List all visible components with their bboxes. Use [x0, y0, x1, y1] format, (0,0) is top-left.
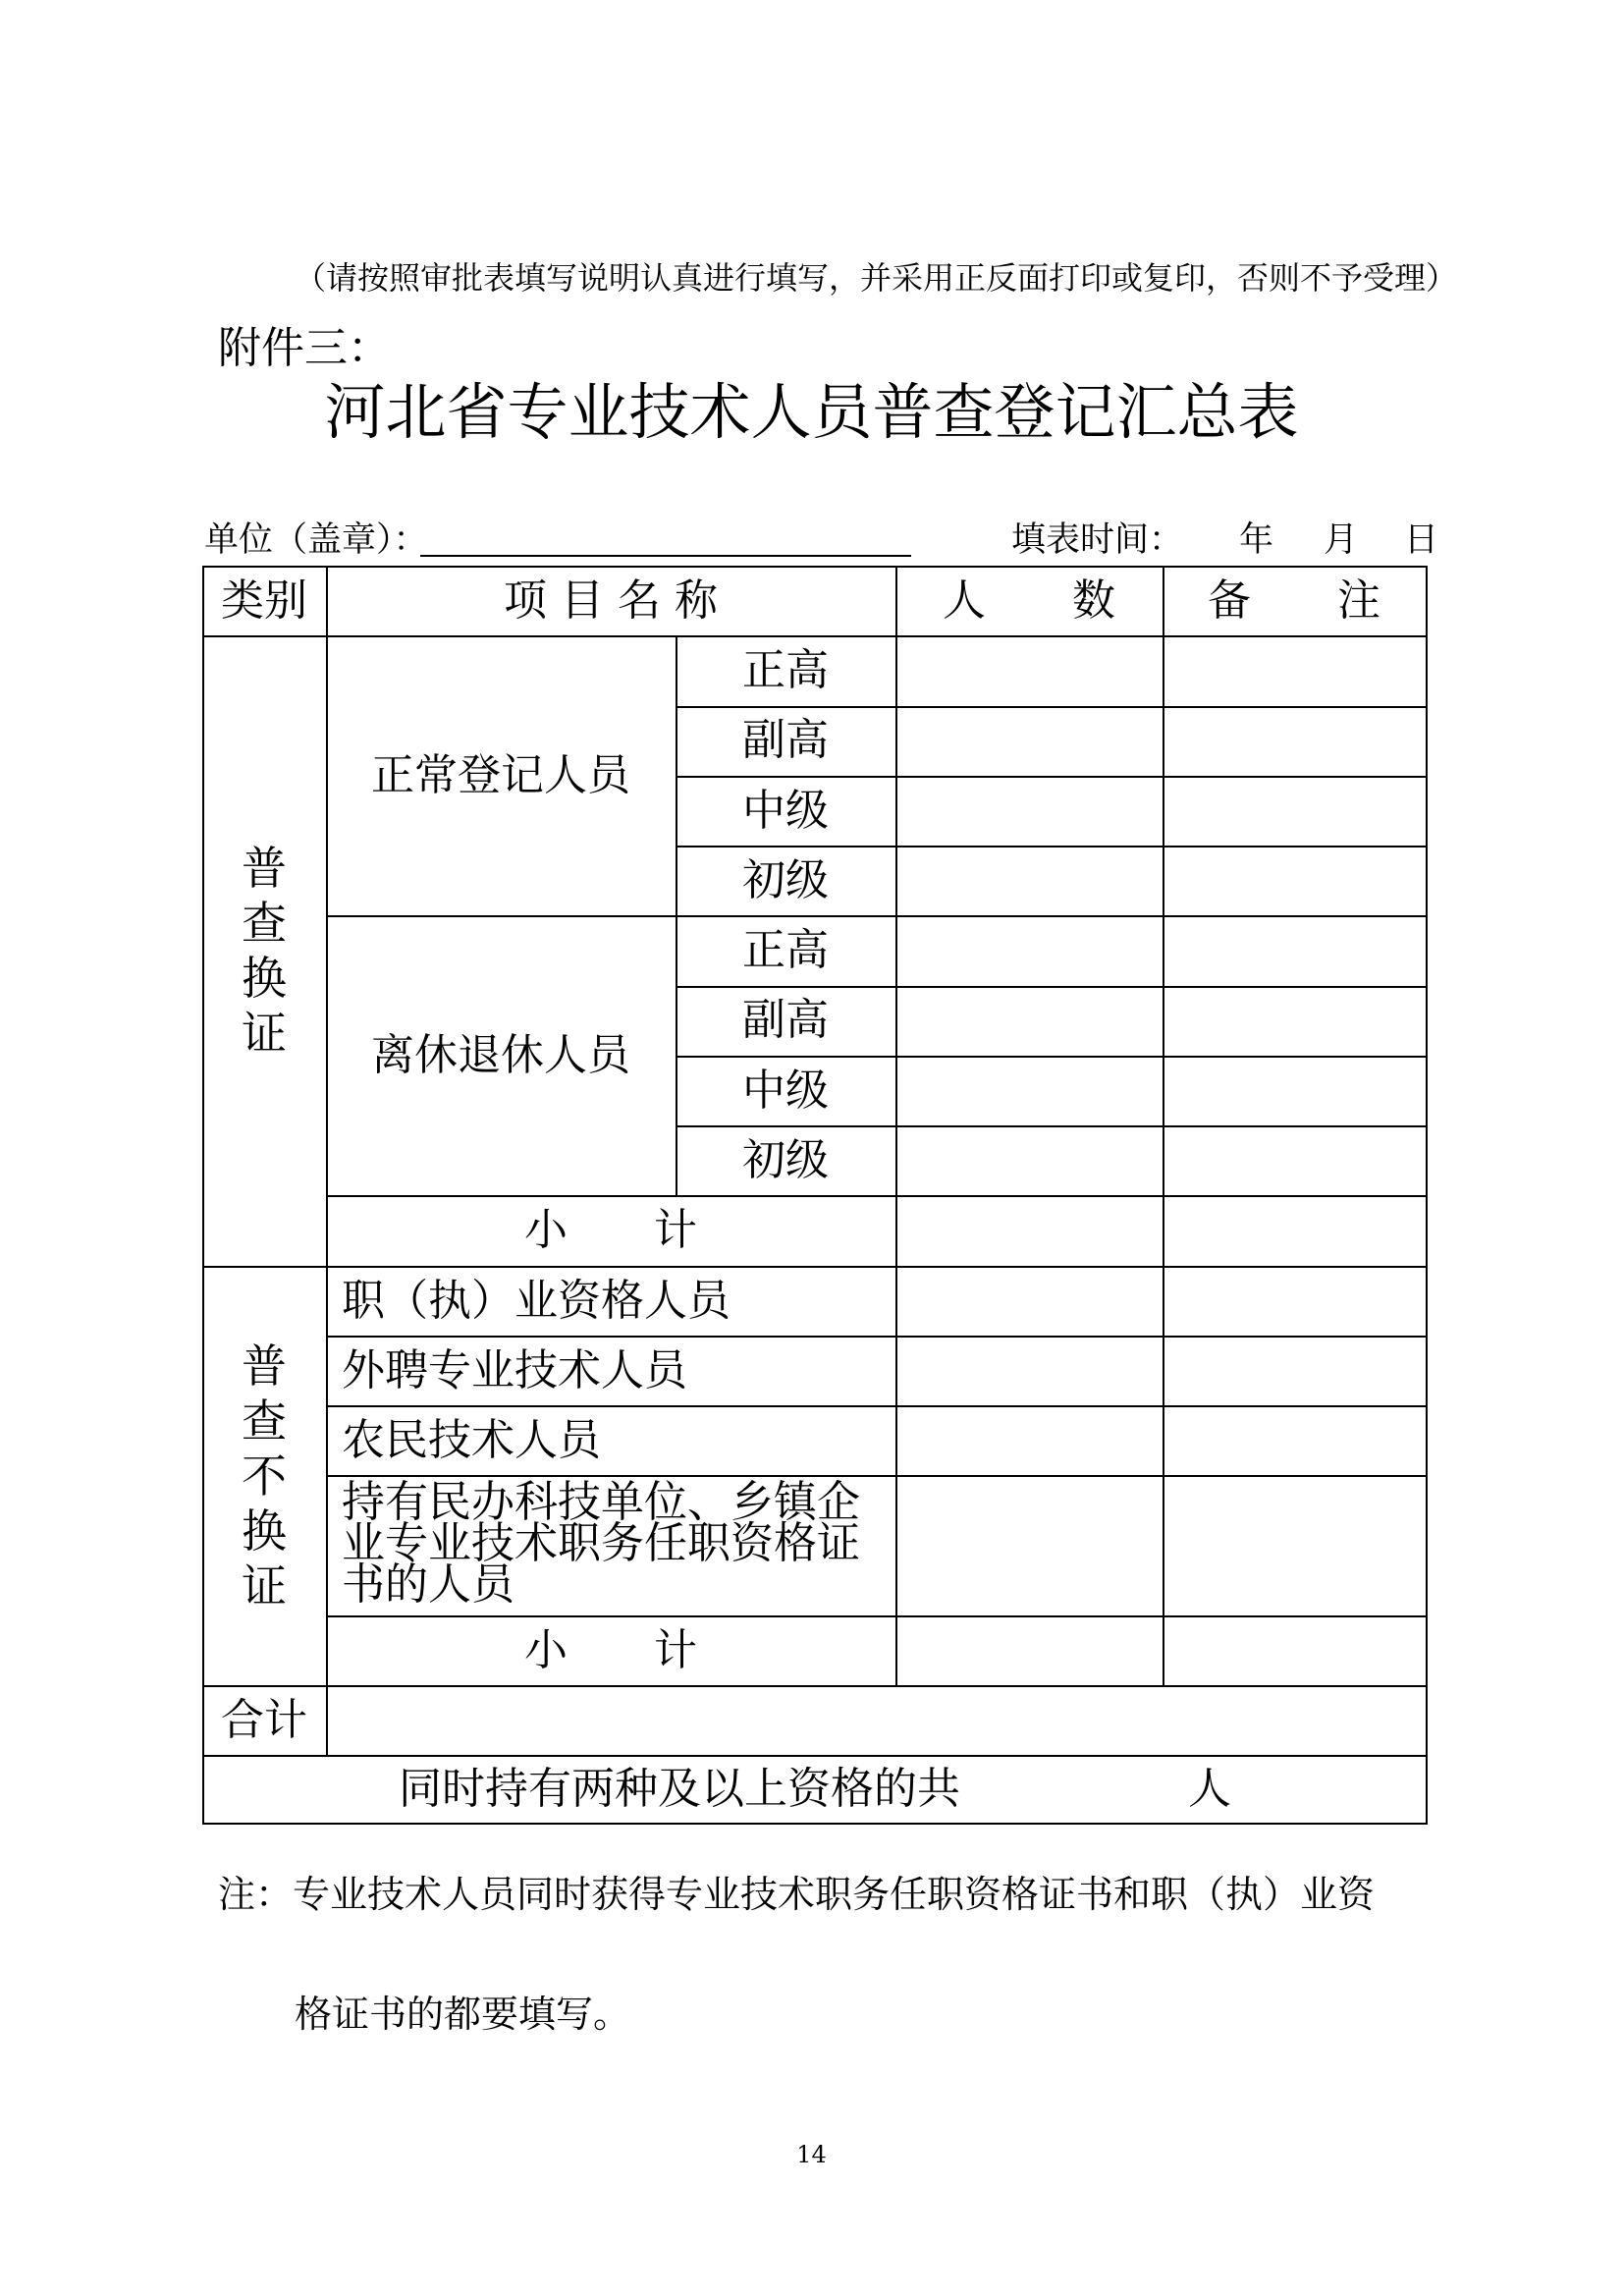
table-border [202, 566, 204, 1825]
subtotal-label: 小 计 [524, 1205, 697, 1255]
total-label: 合计 [221, 1695, 307, 1745]
level-label: 正高 [742, 925, 829, 975]
header-remark: 备 注 [1208, 575, 1380, 626]
fill-time-label: 填表时间： [1011, 520, 1184, 560]
table-rule [326, 1336, 1428, 1338]
header-item-name: 项 目 名 称 [504, 575, 718, 626]
section-label-no-renewal: 普查不换证 [242, 1339, 287, 1613]
date-day-label: 日 [1404, 520, 1439, 560]
date-year-label: 年 [1239, 520, 1274, 560]
summary-table [202, 566, 1428, 1825]
table-rule [202, 1755, 1428, 1757]
unit-input-line[interactable] [420, 555, 911, 557]
table-rule [895, 566, 897, 1685]
table-rule [677, 846, 1428, 847]
section-label-renewal: 普查换证 [242, 842, 287, 1060]
table-rule [1163, 566, 1164, 1685]
item-label: 持有民办科技单位、乡镇企业专业技术职务任职资格证书的人员 [342, 1477, 860, 1610]
level-label: 中级 [742, 1066, 829, 1116]
level-label: 副高 [742, 715, 829, 765]
table-rule [677, 776, 1428, 778]
page-title: 河北省专业技术人员普查登记汇总表 [324, 376, 1299, 448]
table-rule [202, 1685, 1428, 1687]
table-border [202, 566, 1428, 568]
attachment-label: 附件三： [218, 323, 391, 373]
level-label: 初级 [742, 1135, 829, 1185]
level-label: 正高 [742, 645, 829, 695]
group-name-retired: 离休退休人员 [371, 1030, 630, 1080]
table-rule [326, 915, 1428, 917]
table-rule [677, 706, 1428, 708]
dual-qualification-unit: 人 [1188, 1764, 1231, 1814]
header-count: 人 数 [943, 575, 1115, 626]
table-rule [202, 635, 1428, 637]
table-rule [326, 1405, 1428, 1407]
table-rule [677, 986, 1428, 988]
item-label: 职（执）业资格人员 [342, 1276, 730, 1326]
dual-qualification-text: 同时持有两种及以上资格的共 [399, 1764, 960, 1814]
table-rule [326, 566, 328, 1755]
table-rule [676, 635, 677, 1196]
unit-label: 单位（盖章）： [204, 520, 428, 560]
table-rule [326, 1615, 1428, 1617]
note-line-2: 格证书的都要填写。 [295, 1993, 631, 2036]
date-month-label: 月 [1324, 520, 1359, 560]
table-rule [326, 1195, 1428, 1197]
level-label: 初级 [742, 855, 829, 905]
table-rule [677, 1125, 1428, 1127]
level-label: 中级 [742, 786, 829, 836]
item-label: 农民技术人员 [342, 1415, 601, 1465]
subtotal-label: 小 计 [524, 1625, 697, 1675]
table-rule [677, 1056, 1428, 1058]
page-number: 14 [796, 2141, 827, 2168]
table-border [202, 1823, 1428, 1825]
header-category: 类别 [221, 575, 307, 626]
table-border [1426, 566, 1428, 1825]
table-rule [202, 1266, 1428, 1268]
group-name-normal: 正常登记人员 [371, 750, 630, 800]
level-label: 副高 [742, 995, 829, 1045]
note-line-1: 注：专业技术人员同时获得专业技术职务任职资格证书和职（执）业资 [218, 1873, 1376, 1916]
item-label: 外聘专业技术人员 [342, 1345, 687, 1395]
form-instruction: （请按照审批表填写说明认真进行填写，并采用正反面打印或复印，否则不予受理） [295, 259, 1458, 297]
